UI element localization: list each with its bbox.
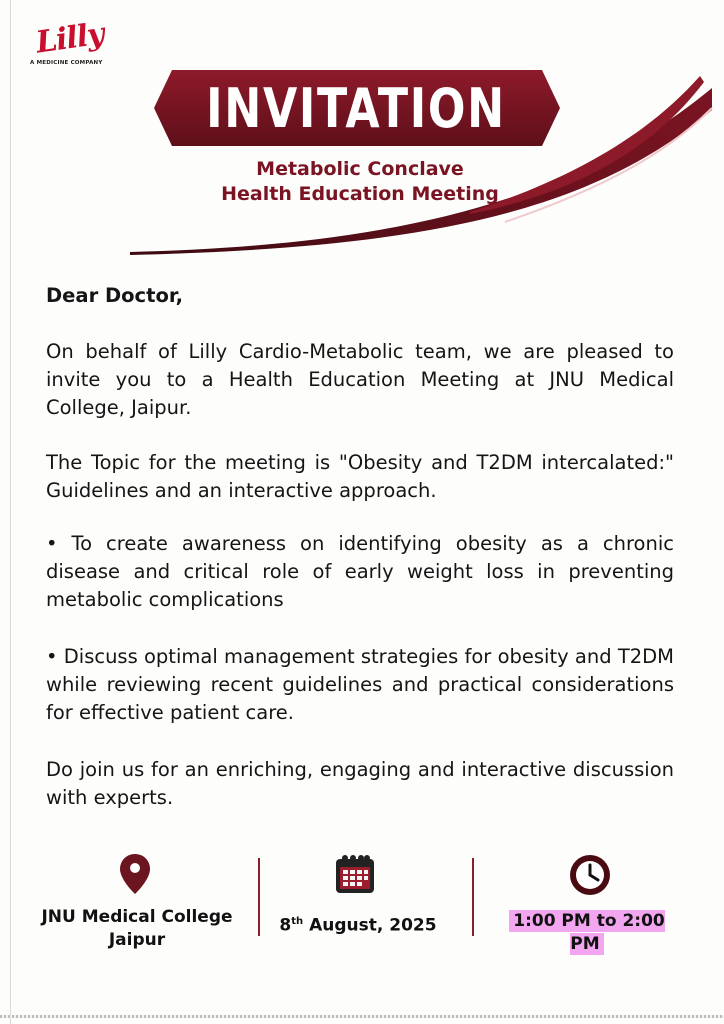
- event-time: [490, 910, 684, 956]
- greeting: Dear Doctor,: [46, 284, 183, 307]
- date-suffix: th: [291, 916, 304, 927]
- venue-details: [40, 906, 234, 952]
- objective-bullet-1: • To create awareness on identifying obesity as a chronic disease and critical role of early weight loss in preventing metabolic complications: [46, 532, 674, 611]
- location-pin-icon: [118, 852, 152, 896]
- clock-icon: [568, 853, 612, 897]
- lilly-tagline: A MEDICINE COMPANY: [30, 60, 103, 66]
- date-month-year: August, 2025: [303, 915, 437, 936]
- closing-paragraph: Do join us for an enriching, engaging and interactive discussion with experts.: [46, 758, 674, 809]
- event-subtitle-line2: Health Education Meeting: [221, 183, 499, 205]
- topic-paragraph: The Topic for the meeting is "Obesity and T2DM intercalated:" Guidelines and an interactive approach.: [46, 451, 674, 502]
- event-subtitle-line1: Metabolic Conclave: [256, 158, 464, 180]
- objective-bullet-2: • Discuss optimal management strategies for obesity and T2DM while reviewing recent guidelines and practical considerations for effective patient care.: [46, 645, 674, 724]
- venue-city: Jaipur: [108, 930, 166, 950]
- invitation-title: INVITATION: [206, 76, 506, 140]
- time-highlighted: 1:00 PM to 2:00 PM: [509, 910, 665, 955]
- details-divider: [258, 858, 260, 936]
- venue-name: JNU Medical College: [41, 907, 233, 927]
- lilly-logo-wordmark: Lilly: [33, 16, 106, 61]
- calendar-icon: [333, 852, 377, 896]
- date-day: 8: [279, 915, 292, 936]
- event-date: [268, 910, 448, 938]
- lilly-logo: [30, 16, 130, 66]
- details-divider: [472, 858, 474, 936]
- scan-edge-bottom: [0, 1015, 724, 1018]
- invitation-paragraph: On behalf of Lilly Cardio-Metabolic team, we are pleased to invite you to a Health Education Meeting at JNU Medical College, Jaipur.: [46, 340, 674, 419]
